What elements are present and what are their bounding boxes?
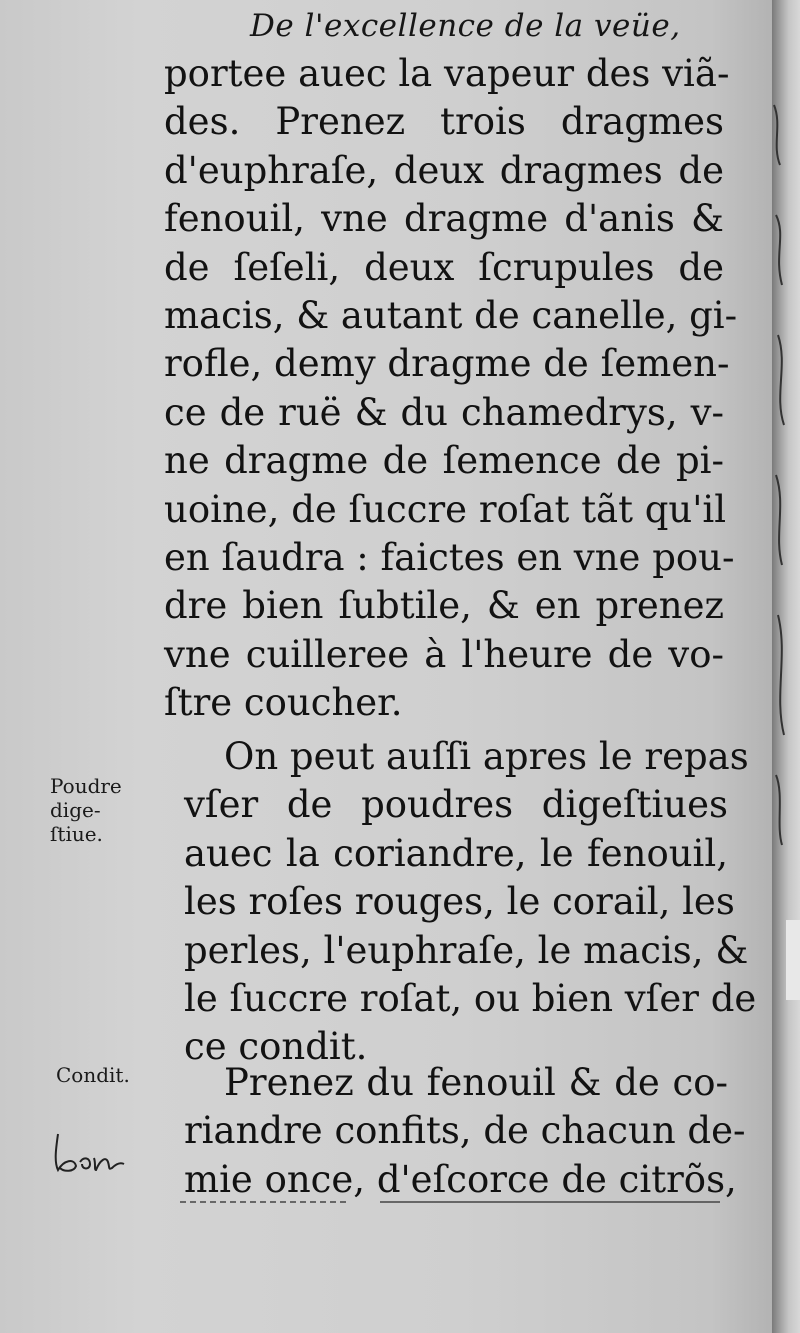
text-line: vne cuilleree à l'heure de vo- — [164, 632, 724, 676]
text-line: ne dragme de ſemence de pi- — [164, 439, 724, 483]
text-line: auec la coriandre, le fenouil, — [184, 831, 728, 875]
text-line: en ſaudra : faictes en vne pou- — [164, 535, 735, 579]
handwritten-annotation-icon — [50, 1128, 130, 1178]
text-line: portee auec la vapeur des viã- — [164, 52, 730, 95]
paragraph-recipe — [164, 50, 738, 727]
text-line: mie once, d'eſcorce de citrõs, — [184, 1157, 737, 1201]
text-line: On peut auſſi apres le repas — [224, 735, 749, 778]
margin-note-line: dige- — [50, 798, 101, 822]
text-line: riandre confits, de chacun de- — [184, 1109, 746, 1153]
text-line: uoine, de ſuccre roſat tãt qu'il — [164, 487, 727, 531]
paragraph-poudre-digestiue — [184, 733, 757, 1072]
text-line: macis, & autant de canelle, gi- — [164, 293, 738, 337]
text-line: rofle, demy dragme de ſemen- — [164, 342, 730, 386]
underline-mark — [180, 1200, 720, 1204]
text-line: de ſeſeli, deux ſcrupules de — [164, 245, 724, 289]
running-header: De l'excellence de la veüe, — [250, 8, 681, 44]
margin-note-poudre — [50, 774, 160, 846]
text-line: ce de ruë & du chamedrys, v- — [164, 390, 724, 434]
text-line: dre bien ſubtile, & en prenez — [164, 584, 724, 628]
margin-note-condit: Condit. — [56, 1063, 130, 1087]
text-line: des. Prenez trois dragmes — [164, 100, 724, 144]
text-line: Prenez du fenouil & de co- — [224, 1061, 728, 1104]
margin-note-line: Poudre — [50, 774, 122, 798]
text-line: les roſes rouges, le corail, les — [184, 880, 735, 924]
margin-note-line: ſtiue. — [50, 822, 103, 846]
text-line: le ſuccre roſat, ou bien vſer de — [184, 976, 757, 1020]
text-line: perles, l'euphraſe, le macis, & — [184, 928, 749, 972]
paragraph-condit — [184, 1059, 746, 1204]
text-line: d'euphraſe, deux dragmes de — [164, 148, 724, 192]
margin-handwriting-icon — [768, 95, 798, 855]
text-line: ſtre coucher. — [164, 681, 403, 725]
text-line: ce condit. — [184, 1025, 368, 1069]
text-line: vſer de poudres digeſtiues — [184, 783, 728, 827]
paper-tab — [786, 920, 800, 1000]
text-line: fenouil, vne dragme d'anis & — [164, 197, 724, 241]
